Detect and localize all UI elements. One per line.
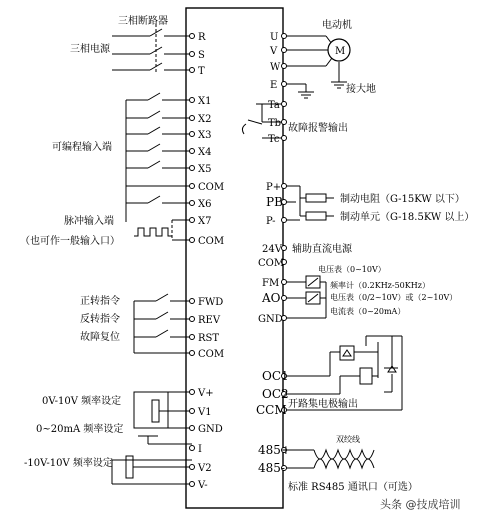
oc-label: 开路集电极输出 bbox=[288, 399, 358, 410]
terminal-oc2: OC2 bbox=[262, 387, 289, 401]
terminal-t: T bbox=[198, 66, 205, 77]
fault-label: 故障报警输出 bbox=[288, 123, 348, 134]
meter-label-current: 电流表（0~20mA） bbox=[330, 307, 406, 316]
terminal-gnd-2: GND bbox=[258, 314, 283, 325]
power-wiring bbox=[112, 24, 192, 72]
terminal-e: E bbox=[270, 80, 278, 91]
terminal-com-2: COM bbox=[198, 236, 225, 247]
pulse-wiring bbox=[134, 220, 192, 240]
terminal-tc: Tc bbox=[268, 134, 280, 145]
power-label: 三相电源 bbox=[70, 44, 110, 55]
terminal-v: V bbox=[270, 46, 278, 57]
terminal-u: U bbox=[270, 32, 279, 43]
brake-resistor-label: 制动电阻（G-15KW 以下） bbox=[340, 194, 465, 205]
programmable-label: 可编程输入端 bbox=[52, 142, 112, 153]
terminal-pminus: P- bbox=[266, 216, 276, 227]
terminal-x2: X2 bbox=[198, 114, 212, 125]
terminal-i: I bbox=[198, 444, 202, 455]
terminal-24v: 24V bbox=[262, 244, 282, 255]
terminal-tb: Tb bbox=[268, 118, 282, 129]
earth-label: 接大地 bbox=[346, 84, 376, 95]
run-label-reverse: 反转指令 bbox=[80, 314, 120, 325]
terminal-com-1: COM bbox=[198, 182, 225, 193]
pulse-label: 脉冲输入端 bbox=[64, 216, 114, 227]
terminal-s: S bbox=[198, 50, 205, 61]
watermark: 头条 @技成培训 bbox=[380, 498, 461, 511]
terminal-ta: Ta bbox=[268, 100, 280, 111]
digital-input-wiring bbox=[126, 93, 192, 222]
terminal-gnd-1: GND bbox=[198, 424, 223, 435]
meter-label-voltage-2: 电压表（0/2~10V）或（2~10V） bbox=[330, 293, 458, 302]
analog-wiring bbox=[112, 392, 192, 484]
terminal-ao: AO bbox=[262, 291, 281, 305]
run-command-wiring bbox=[134, 294, 192, 353]
terminal-rev: REV bbox=[198, 315, 221, 326]
terminal-rst: RST bbox=[198, 333, 220, 344]
digital-terminal-markers bbox=[190, 98, 195, 206]
terminal-485minus: 485- bbox=[258, 461, 285, 475]
analog-label-0-20ma: 0~20mA 频率设定 bbox=[36, 424, 124, 435]
analog-label-neg10-10v: -10V-10V 频率设定 bbox=[24, 458, 113, 469]
terminal-w: W bbox=[270, 62, 281, 73]
terminal-x3: X3 bbox=[198, 130, 212, 141]
terminal-485plus: 485+ bbox=[258, 443, 291, 457]
dc24-label: 辅助直流电源 bbox=[292, 244, 352, 255]
terminal-ccm: CCM bbox=[256, 403, 287, 417]
power-terminal-markers bbox=[190, 34, 195, 73]
motor-label: 电动机 bbox=[322, 20, 352, 31]
run-terminal-markers bbox=[190, 299, 195, 356]
run-label-reset: 故障复位 bbox=[80, 332, 120, 343]
rs485-wiring bbox=[284, 450, 374, 468]
terminal-v1: V1 bbox=[198, 407, 212, 418]
rs485-label: 标准 RS485 通讯口（可选） bbox=[288, 482, 418, 493]
meter-wiring bbox=[284, 276, 326, 318]
terminal-pplus: P+ bbox=[266, 182, 282, 193]
pulse-note: （也可作一般输入口） bbox=[20, 236, 120, 247]
analog-terminal-markers bbox=[190, 390, 195, 487]
terminal-x6: X6 bbox=[198, 199, 212, 210]
terminal-r: R bbox=[198, 32, 206, 43]
breaker-label: 三相断路器 bbox=[118, 16, 168, 27]
motor-symbol-letter: M bbox=[335, 46, 346, 57]
terminal-vplus: V+ bbox=[198, 388, 214, 399]
meter-label-frequency: 频率计（0.2KHz-50KHz） bbox=[330, 281, 430, 290]
terminal-com-3: COM bbox=[198, 349, 225, 360]
terminal-vminus: V- bbox=[198, 480, 208, 491]
terminal-x7: X7 bbox=[198, 216, 212, 227]
fault-terminal-markers bbox=[282, 102, 287, 141]
rs485-cable-label: 双绞线 bbox=[336, 435, 360, 444]
terminal-x5: X5 bbox=[198, 164, 212, 175]
terminal-com-24: COM bbox=[258, 258, 285, 269]
brake-unit-label: 制动单元（G-18.5KW 以上） bbox=[340, 212, 475, 223]
meter-label-voltage: 电压表（0~10V） bbox=[318, 265, 386, 274]
pulse-terminal-markers bbox=[190, 218, 195, 243]
terminal-pb: PB bbox=[266, 195, 283, 209]
terminal-v2: V2 bbox=[198, 463, 212, 474]
analog-label-0-10v: 0V-10V 频率设定 bbox=[42, 396, 122, 407]
motor-terminal-markers bbox=[282, 34, 287, 87]
terminal-fm: FM bbox=[262, 278, 280, 289]
terminal-x4: X4 bbox=[198, 147, 212, 158]
terminal-x1: X1 bbox=[198, 96, 212, 107]
run-label-forward: 正转指令 bbox=[80, 296, 120, 307]
brake-wiring bbox=[284, 186, 334, 220]
terminal-oc1: OC1 bbox=[262, 369, 289, 383]
terminal-fwd: FWD bbox=[198, 297, 224, 308]
